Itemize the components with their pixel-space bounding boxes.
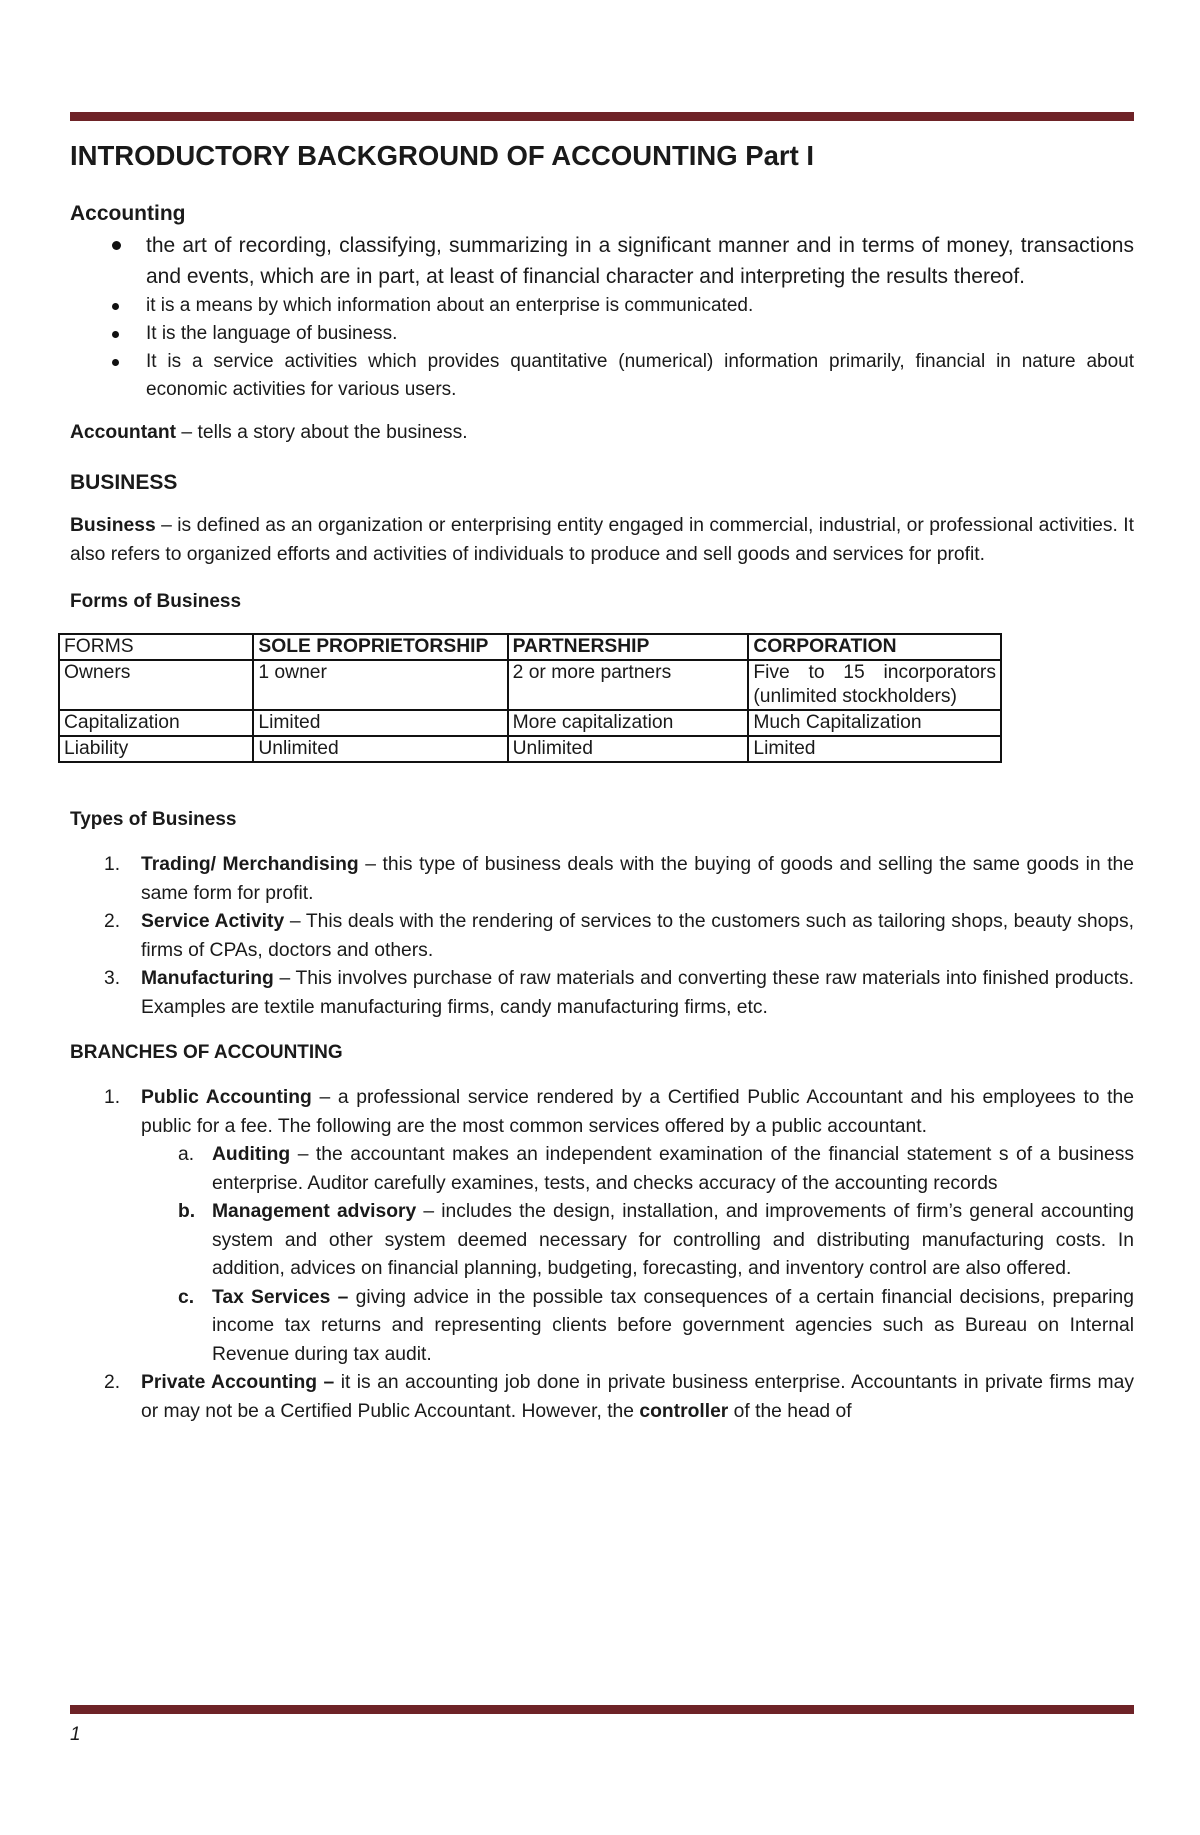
- list-item: b. Management advisory – includes the design, installation, and improvements of firm’s general accounting system and other system deemed necessary for controlling and distributing manufacturing costs. In addition, advices on financial planning, budgeting, forecasting, and inventory control are also offered.: [178, 1201, 1134, 1279]
- top-rule: [70, 112, 1134, 121]
- table-cell: Unlimited: [508, 736, 749, 762]
- table-header-cell: CORPORATION: [748, 634, 1001, 660]
- table-cell: Owners: [59, 660, 253, 710]
- bullet-icon: [112, 303, 119, 310]
- table-cell: Five to 15 incorporators (unlimited stockholders): [748, 660, 1001, 710]
- list-item: it is a means by which information about an enterprise is communicated.: [70, 292, 1134, 320]
- list-item: the art of recording, classifying, summarizing in a significant manner and in terms of money, transactions and events, which are in part, at least of financial character and interpreting the results thereof.: [70, 230, 1134, 292]
- bullet-icon: [112, 359, 119, 366]
- branches-heading: BRANCHES OF ACCOUNTING: [70, 1042, 343, 1063]
- table-header-cell: FORMS: [59, 634, 253, 660]
- forms-heading: Forms of Business: [70, 591, 242, 612]
- table-row: [59, 660, 1001, 710]
- accounting-bullets: [70, 230, 1134, 404]
- business-definition: Business – is defined as an organization or enterprising entity engaged in commercial, industrial, or professional activities. It also refers to organized efforts and activities of individuals to produce and sell goods and services for profit.: [70, 515, 1134, 565]
- list-item: 1. Trading/ Merchandising – this type of business deals with the buying of goods and selling the same goods in the same form for profit.: [104, 854, 1134, 904]
- table-cell: Unlimited: [253, 736, 507, 762]
- list-item: 1. Public Accounting – a professional service rendered by a Certified Public Accountant and his employees to the public for a fee. The following are the most common services offered by a public accountant. a. Auditing – the accountant makes an independent examination of the financial statement s of a business enterprise. Auditor carefully examines, tests, and checks accuracy of the accounting records b. Management advisory – includes the design, installation, and improvements of firm’s general accounting system and other system deemed necessary for controlling and distributing manufacturing costs. In addition, advices on financial planning, budgeting, forecasting, and inventory control are also offered. c. Tax Services – giving advice in the possible tax consequences of a certain financial decisions, preparing income tax returns and representing clients before government agencies such as Bureau on Internal Revenue during tax audit.: [70, 1084, 1134, 1369]
- list-item: c. Tax Services – giving advice in the possible tax consequences of a certain financial decisions, preparing income tax returns and representing clients before government agencies such as Bureau on Internal Revenue during tax audit.: [178, 1286, 1134, 1365]
- accountant-definition: Accountant – tells a story about the business.: [70, 422, 468, 443]
- table-row: [59, 736, 1001, 762]
- list-item: 2. Service Activity – This deals with the rendering of services to the customers such as tailoring shops, beauty shops, firms of CPAs, doctors and others.: [104, 911, 1135, 961]
- list-item: It is the language of business.: [70, 320, 1134, 348]
- table-cell: 1 owner: [253, 660, 507, 710]
- table-cell: Capitalization: [59, 710, 253, 736]
- page-title: INTRODUCTORY BACKGROUND OF ACCOUNTING Part I: [70, 140, 815, 171]
- table-cell: 2 or more partners: [508, 660, 749, 710]
- forms-table: [58, 633, 1002, 763]
- list-item: 3. Manufacturing – This involves purchase of raw materials and converting these raw materials into finished products. Examples are textile manufacturing firms, candy manufacturing firms, etc.: [104, 968, 1134, 1018]
- table-cell: Much Capitalization: [748, 710, 1001, 736]
- table-header-cell: PARTNERSHIP: [508, 634, 749, 660]
- bullet-icon: [112, 331, 119, 338]
- accounting-heading: Accounting: [70, 202, 186, 225]
- list-item: 2. Private Accounting – it is an accounting job done in private business enterprise. Accountants in private firms may or may not be a Certified Public Accountant. However, the controller of the head of: [104, 1372, 1134, 1422]
- table-cell: Liability: [59, 736, 253, 762]
- table-cell: Limited: [748, 736, 1001, 762]
- document-body: [64, 140, 1135, 1426]
- branches-list: [70, 1084, 1134, 1426]
- table-cell: More capitalization: [508, 710, 749, 736]
- table-header-cell: SOLE PROPRIETORSHIP: [253, 634, 507, 660]
- types-list: [70, 851, 1134, 1022]
- list-item: a. Auditing – the accountant makes an independent examination of the financial statement s of a business enterprise. Auditor carefully examines, tests, and checks accuracy of the accounting records: [178, 1144, 1134, 1194]
- bottom-rule: [70, 1705, 1134, 1714]
- business-heading: BUSINESS: [70, 471, 178, 494]
- public-services-list: [141, 1141, 1134, 1369]
- bullet-icon: [112, 241, 121, 250]
- types-heading: Types of Business: [70, 809, 237, 830]
- table-cell: Limited: [253, 710, 507, 736]
- table-header-row: [59, 634, 1001, 660]
- page-number: 1: [70, 1724, 81, 1745]
- table-row: [59, 710, 1001, 736]
- list-item: It is a service activities which provides quantitative (numerical) information primarily, financial in nature about economic activities for various users.: [70, 348, 1134, 404]
